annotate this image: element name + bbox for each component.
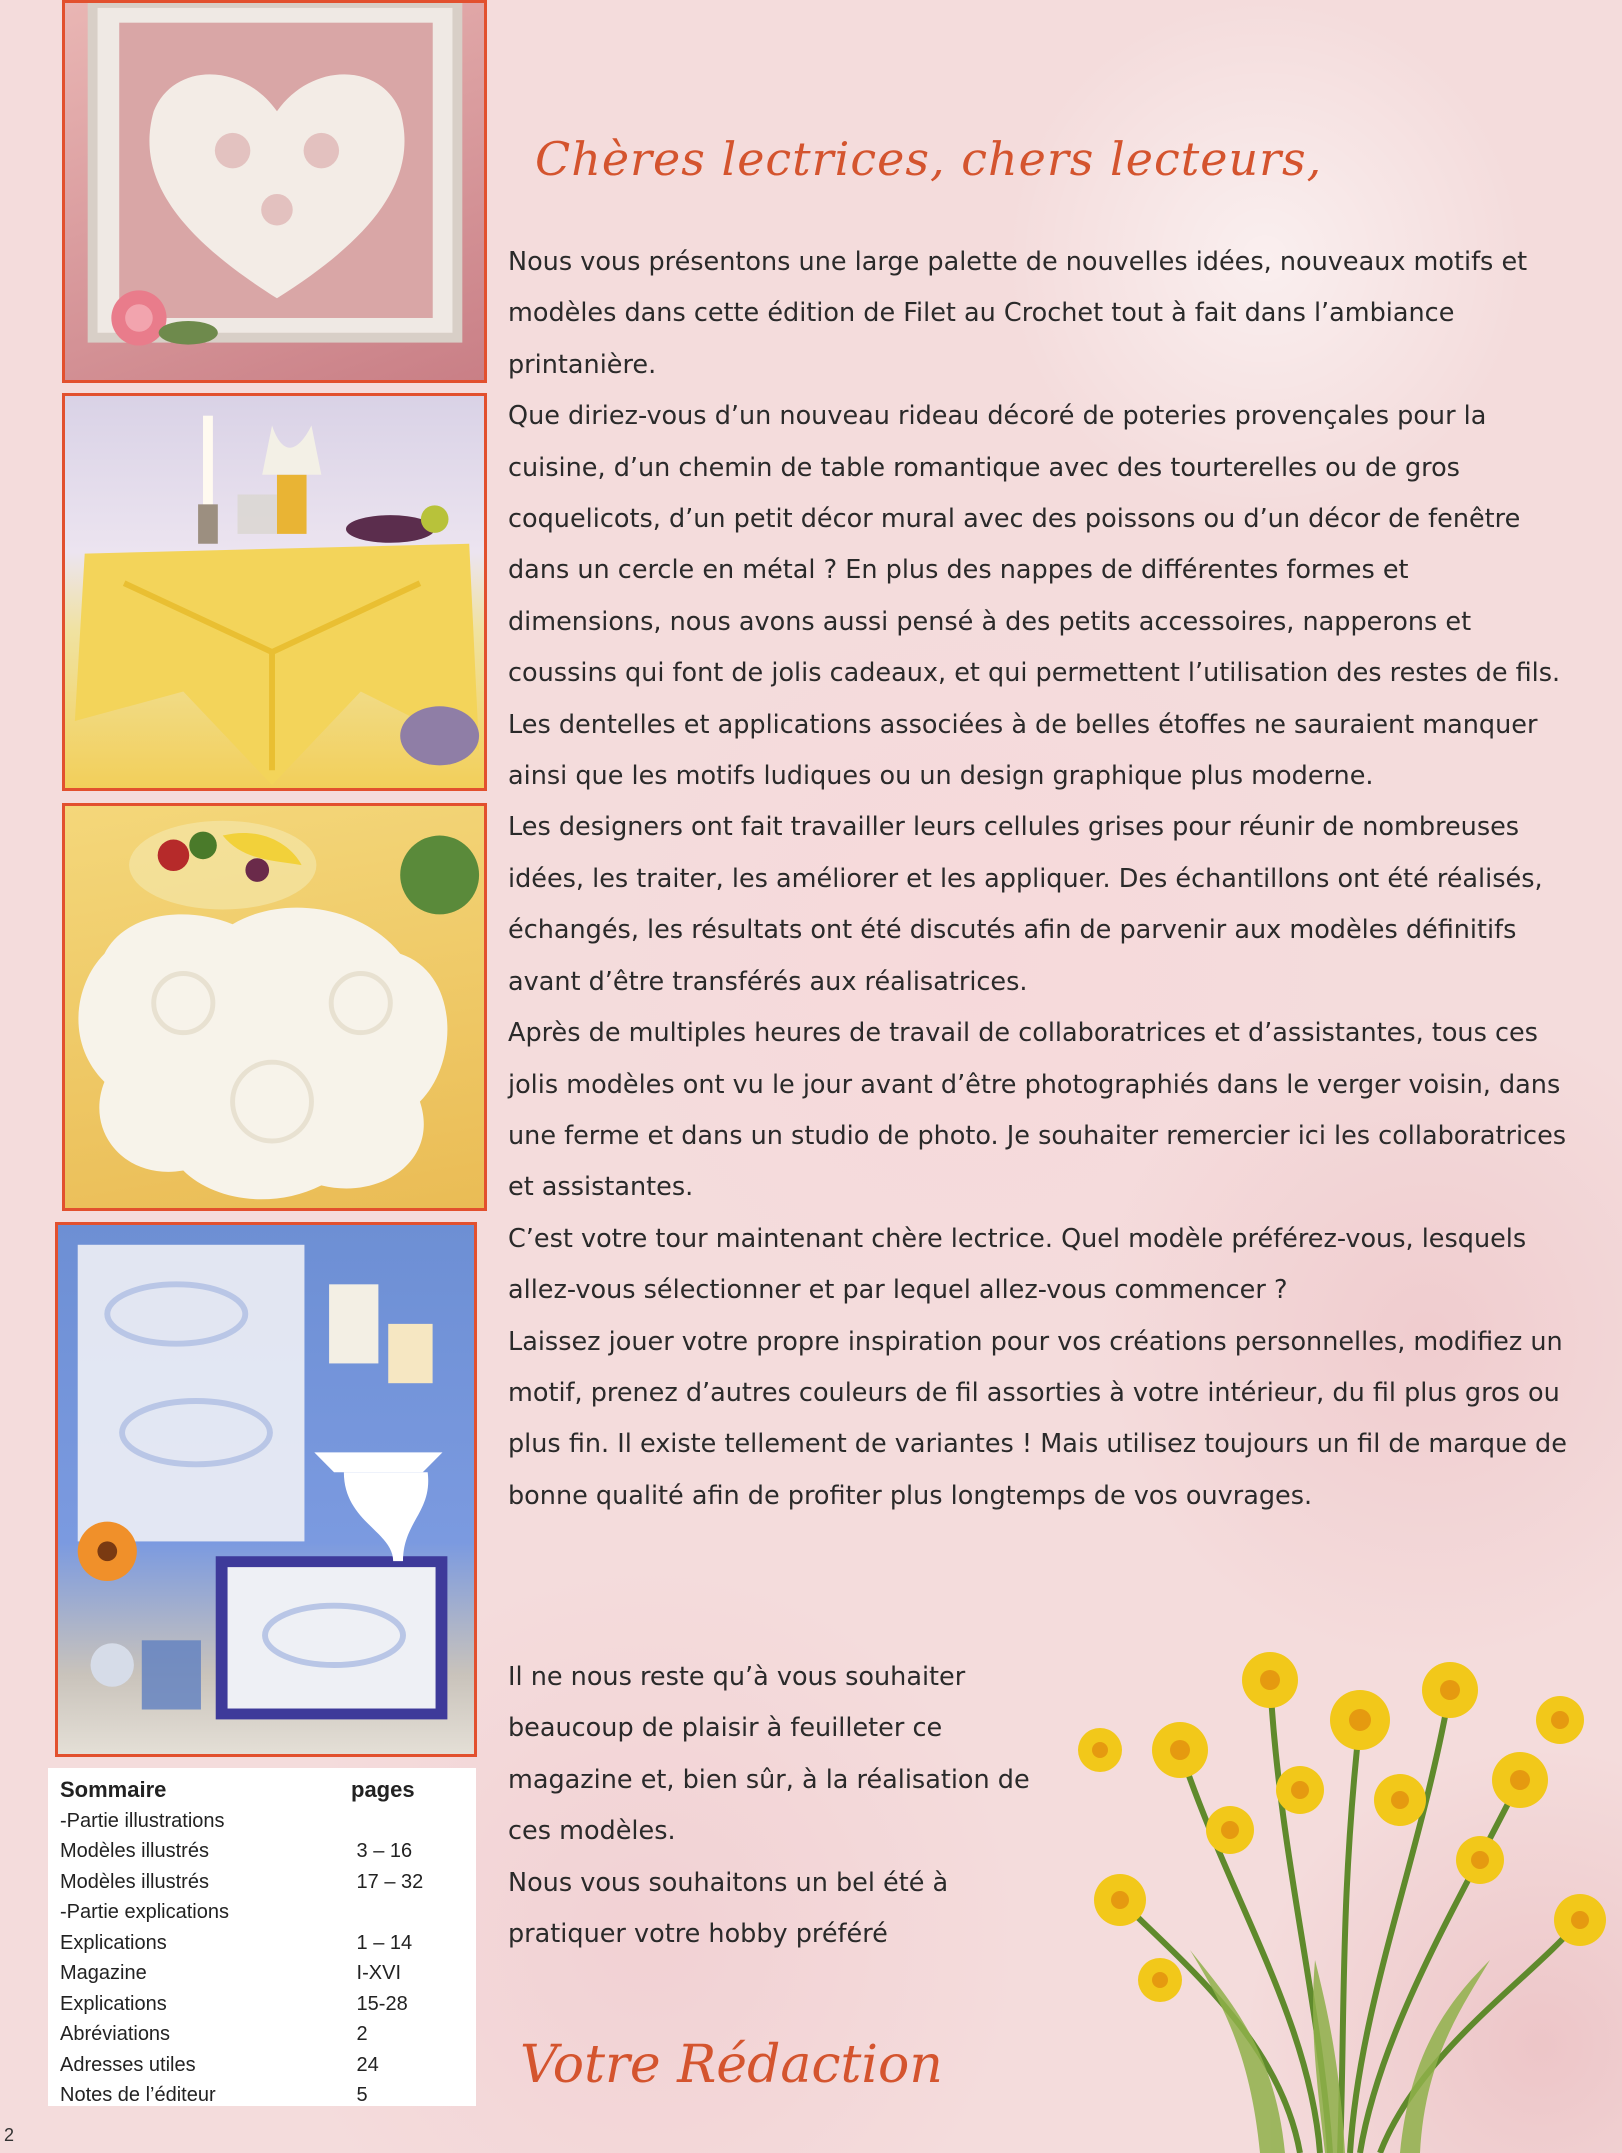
editorial-text [508, 237, 1570, 1522]
closing-text [508, 1652, 1048, 1960]
toc-row [60, 1806, 466, 1837]
toc-row [60, 1928, 466, 1959]
paragraph: Les designers ont fait travailler leurs cellules grises pour réunir de nombreuses idées, les traiter, les améliorer et les appliquer. Des échantillons ont été réalisés, échangés, les résultats ont été discutés afin de parvenir aux modèles définitifs avant d’être transférés aux réalisatrices. [508, 812, 1543, 997]
toc-row [60, 1837, 466, 1868]
toc-row-pages: 24 [356, 2053, 379, 2076]
toc-header [60, 1774, 466, 1806]
toc-row [60, 2081, 466, 2112]
toc-row-label: Abréviations [60, 2023, 171, 2046]
toc-row-label: Explications [60, 1992, 167, 2015]
toc-row-pages: 15-28 [356, 1992, 408, 2015]
toc-row [60, 1867, 466, 1898]
paragraph: Laissez jouer votre propre inspiration pour vos créations personnelles, modifiez un motif, prenez d’autres couleurs de fil assorties à votre intérieur, du fil plus gros ou plus fin. Il existe tellement de variantes ! Mais utilisez toujours un fil de marque de bonne qualité afin de profiter plus longtemps de vos ouvrages. [508, 1326, 1567, 1511]
paragraph: Après de multiples heures de travail de collaboratrices et d’assistantes, tous ces jolis modèles ont vu le jour avant d’être photographiés dans le verger voisin, dans une ferme et dans un studio de photo. Je souhaiter remercier ici les collaboratrices et assistantes. [508, 1018, 1567, 1203]
toc-row [60, 1898, 466, 1929]
toc-row-label: Adresses utiles [60, 2053, 196, 2076]
toc-pages-header: pages [351, 1777, 415, 1802]
photo-yellow-table-lace [62, 393, 487, 791]
photo-white-doily-fruit [62, 803, 487, 1211]
toc-row-label: Modèles illustrés [60, 1840, 209, 1863]
toc-row [60, 1989, 466, 2020]
paragraph: Que diriez-vous d’un nouveau rideau décoré de poteries provençales pour la cuisine, d’un chemin de table romantique avec des tourterelles ou de gros coquelicots, d’un petit décor mural avec des poissons ou d’un décor de fenêtre dans un cercle en métal ? En plus des nappes de différentes formes et dimensions, nous avons aussi pensé à des petits accessoires, napperons et coussins qui font de jolis cadeaux, et qui permettent l’utilisation des restes de fils. Les dentelles et applications associées à de belles étoffes ne sauraient manquer ainsi que les motifs ludiques ou un design graphique plus moderne. [508, 401, 1561, 792]
toc-row-pages: I-XVI [356, 1962, 401, 1985]
signature: Votre Rédaction [520, 2035, 943, 2095]
toc-row-pages: 17 – 32 [356, 1870, 424, 1893]
toc-row [60, 2020, 466, 2051]
greeting-heading: Chères lectrices, chers lecteurs, [535, 132, 1323, 186]
toc-row-label: -Partie explications [60, 1901, 229, 1924]
toc-row-label: Notes de l’éditeur [60, 2084, 216, 2107]
photo-blue-wall-fish-lace [55, 1222, 477, 1757]
photo-framed-heart-lace [62, 0, 487, 383]
paragraph: C’est votre tour maintenant chère lectrice. Quel modèle préférez-vous, lesquels allez-vous sélectionner et par lequel allez-vous commencer ? [508, 1223, 1527, 1306]
toc-title: Sommaire [60, 1777, 167, 1802]
toc-row [60, 1959, 466, 1990]
toc-row-pages: 5 [356, 2084, 368, 2107]
toc-row [60, 2050, 466, 2081]
page-number: 2 [4, 2125, 15, 2145]
toc-row-pages: 1 – 14 [356, 1931, 413, 1954]
paragraph: Nous vous souhaitons un bel été à pratiquer votre hobby préféré [508, 1867, 949, 1950]
toc-row-pages: 3 – 16 [356, 1840, 413, 1863]
paragraph: Nous vous présentons une large palette de nouvelles idées, nouveaux motifs et modèles dans cette édition de Filet au Crochet tout à fait dans l’ambiance printanière. [508, 247, 1528, 380]
toc-row-pages: 2 [356, 2023, 368, 2046]
toc-row-label: Modèles illustrés [60, 1870, 209, 1893]
daffodils-illustration [1060, 1600, 1622, 2153]
paragraph: Il ne nous reste qu’à vous souhaiter beaucoup de plaisir à feuilleter ce magazine et, bien sûr, à la réalisation de ces modèles. [508, 1662, 1030, 1847]
table-of-contents [48, 1768, 476, 2106]
toc-row-label: Magazine [60, 1962, 147, 1985]
toc-row-label: Explications [60, 1931, 167, 1954]
toc-row-label: -Partie illustrations [60, 1809, 225, 1832]
